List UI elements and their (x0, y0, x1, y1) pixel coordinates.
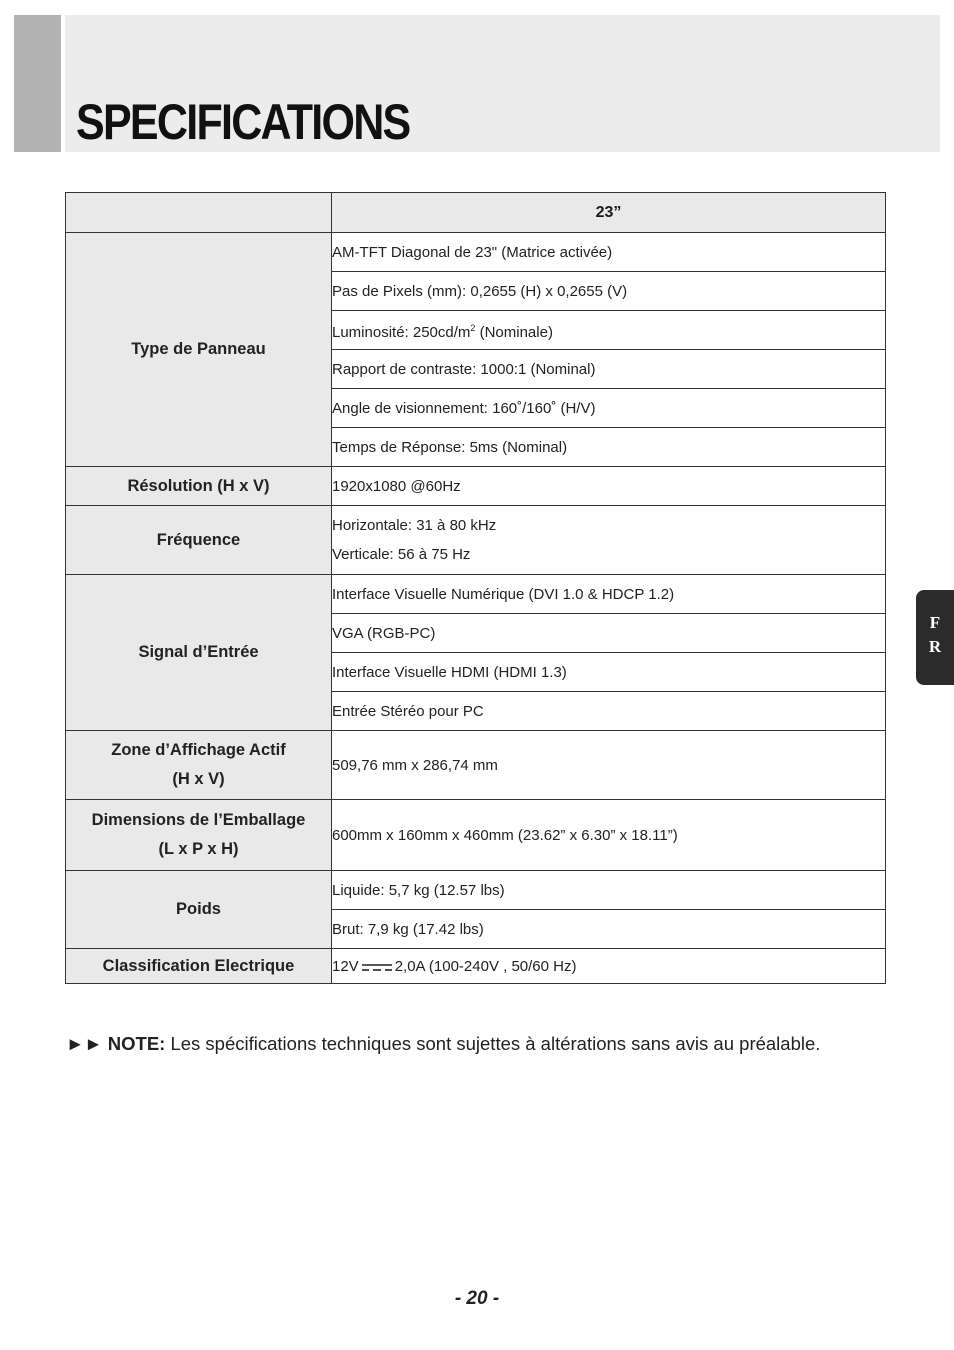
column-header: 23” (332, 193, 886, 233)
packaging-label-line2: (L x P x H) (158, 840, 239, 858)
specifications-table (65, 192, 886, 984)
luminosity-superscript: 2 (470, 322, 476, 333)
note (66, 1030, 820, 1058)
panel-value-viewing-angle: Angle de visionnement: 160˚/160˚ (H/V) (332, 389, 886, 428)
table-header-row (66, 193, 886, 233)
note-text: Les spécifications techniques sont sujettes à altérations sans avis au préalable. (165, 1033, 821, 1054)
resolution-value: 1920x1080 @60Hz (332, 467, 886, 506)
packaging-label-line1: Dimensions de l’Emballage (91, 811, 306, 829)
input-signal-vga: VGA (RGB-PC) (332, 614, 886, 653)
language-tab (916, 590, 954, 685)
table-row (66, 575, 886, 614)
panel-value-contrast: Rapport de contraste: 1000:1 (Nominal) (332, 350, 886, 389)
active-area-label-line2: (H x V) (172, 770, 225, 788)
language-tab-letter-2: R (928, 637, 942, 656)
luminosity-text: Luminosité: 250cd/m (332, 323, 471, 341)
language-tab-letter-1: F (929, 613, 941, 632)
table-row (66, 800, 886, 871)
packaging-value: 600mm x 160mm x 460mm (23.62” x 6.30” x 18.11”) (332, 800, 886, 871)
input-signal-dvi: Interface Visuelle Numérique (DVI 1.0 & HDCP 1.2) (332, 575, 886, 614)
panel-value-response-time: Temps de Réponse: 5ms (Nominal) (332, 428, 886, 467)
weight-gross: Brut: 7,9 kg (17.42 lbs) (332, 910, 886, 949)
active-area-label-line1: Zone d’Affichage Actif (111, 741, 286, 759)
row-label-electrical: Classification Electrique (66, 949, 332, 984)
electrical-voltage: 12V (332, 957, 359, 975)
frequency-horizontal: Horizontale: 31 à 80 kHz (332, 517, 497, 534)
table-row (66, 949, 886, 984)
row-label-panel-type: Type de Panneau (66, 233, 332, 467)
table-row (66, 467, 886, 506)
row-label-active-area (66, 731, 332, 800)
input-signal-stereo: Entrée Stéréo pour PC (332, 692, 886, 731)
header-accent-bar (14, 15, 61, 152)
active-area-value: 509,76 mm x 286,74 mm (332, 731, 886, 800)
row-label-packaging (66, 800, 332, 871)
panel-value-type: AM-TFT Diagonal de 23" (Matrice activée) (332, 233, 886, 272)
page-title: SPECIFICATIONS (76, 94, 410, 150)
table-row (66, 233, 886, 272)
panel-value-luminosity (332, 311, 886, 350)
table-header-empty-cell (66, 193, 332, 233)
electrical-rating: 2,0A (100-240V , 50/60 Hz) (394, 957, 577, 975)
row-label-weight: Poids (66, 871, 332, 949)
dc-current-icon (361, 962, 393, 972)
note-arrows: ►► (66, 1033, 108, 1054)
page-number: - 20 - (454, 1288, 500, 1309)
table-row (66, 731, 886, 800)
frequency-values (332, 506, 886, 575)
weight-net: Liquide: 5,7 kg (12.57 lbs) (332, 871, 886, 910)
row-label-input-signal: Signal d’Entrée (66, 575, 332, 731)
row-label-frequency: Fréquence (66, 506, 332, 575)
frequency-vertical: Verticale: 56 à 75 Hz (332, 546, 471, 563)
panel-value-pixel-pitch: Pas de Pixels (mm): 0,2655 (H) x 0,2655 (V) (332, 272, 886, 311)
input-signal-hdmi: Interface Visuelle HDMI (HDMI 1.3) (332, 653, 886, 692)
header-divider (61, 15, 65, 152)
note-label: NOTE: (107, 1033, 166, 1054)
luminosity-suffix: (Nominale) (475, 323, 553, 341)
table-row (66, 506, 886, 575)
electrical-value (332, 949, 886, 984)
table-row (66, 871, 886, 910)
row-label-resolution: Résolution (H x V) (66, 467, 332, 506)
